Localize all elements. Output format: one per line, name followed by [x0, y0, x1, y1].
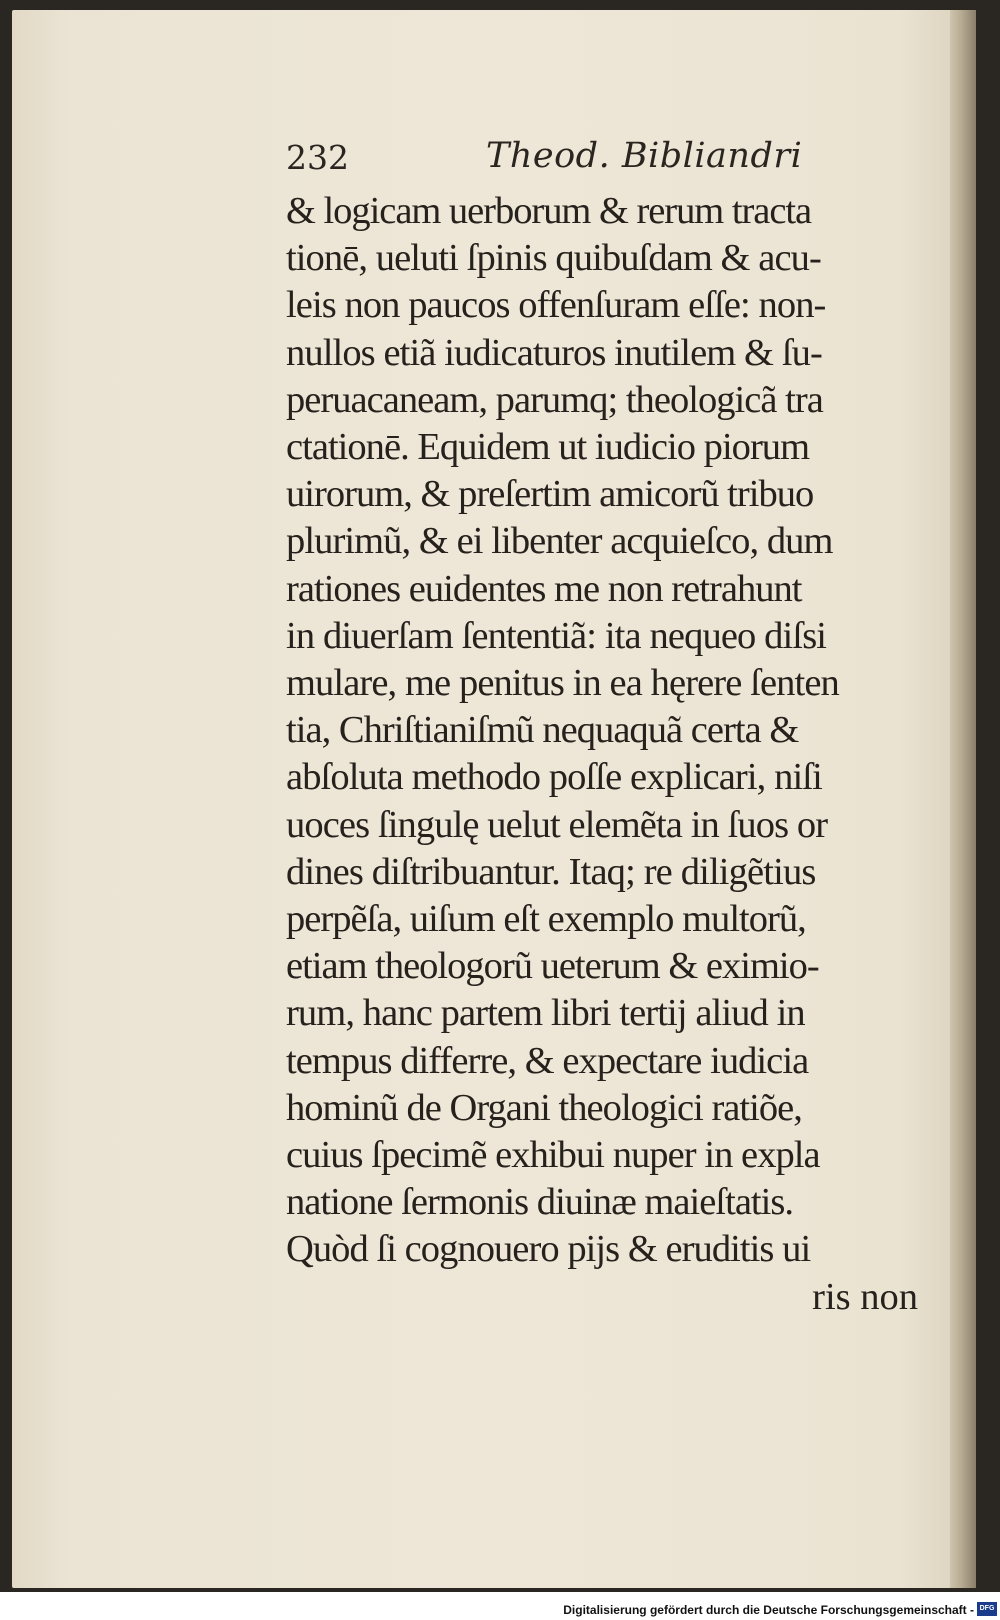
text-line: tionē, ueluti ſpinis quibuſdam & acu- — [286, 237, 821, 280]
text-line: abſoluta methodo poſſe explicari, niſi — [286, 756, 822, 799]
text-line: peruacaneam, parumq; theologicã tra — [286, 378, 823, 421]
text-line: in diuerſam ſententiã: ita nequeo diſsi — [286, 614, 827, 657]
text-line: mulare, me penitus in ea hęrere ſenten — [286, 662, 839, 705]
text-line: hominũ de Organi theologici ratiõe, — [286, 1086, 802, 1129]
text-line: uoces ſingulę uelut elemẽta in ſuos or — [286, 803, 828, 846]
page-edge — [950, 10, 976, 1588]
text-line: rationes euidentes me non retrahunt — [286, 567, 802, 610]
dfg-logo: DFG — [977, 1602, 997, 1616]
text-line: natione ſermonis diuinæ maieſtatis. — [286, 1181, 794, 1224]
text-line: plurimũ, & ei libenter acquieſco, dum — [286, 520, 833, 563]
text-line: uirorum, & preſertim amicorũ tribuo — [286, 473, 814, 516]
text-line: perpẽſa, uiſum eſt exemplo multorũ, — [286, 898, 806, 941]
text-line: tia, Chriſtianiſmũ nequaquã certa & — [286, 709, 799, 752]
text-line: cuius ſpecimẽ exhibui nuper in expla — [286, 1134, 820, 1177]
text-line: ctationē. Equidem ut iudicio piorum — [286, 426, 810, 469]
text-line: rum, hanc partem libri tertij aliud in — [286, 992, 805, 1035]
text-line: leis non paucos offenſuram eſſe: non- — [286, 284, 826, 327]
running-head: Theod. Bibliandri — [486, 136, 803, 176]
text-line: & logicam uerborum & rerum tracta — [286, 190, 812, 232]
page-header — [286, 138, 906, 186]
text-line: dines diſtribuantur. Itaq; re diligẽtius — [286, 850, 816, 893]
text-line: tempus differre, & expectare iudicia — [286, 1039, 809, 1082]
body-text — [286, 188, 918, 1321]
digitization-credit: Digitalisierung gefördert durch die Deutsche Forschungsgemeinschaft - — [563, 1603, 974, 1617]
text-line: nullos etiã iudicaturos inutilem & ſu- — [286, 331, 822, 374]
catchword: ris non — [812, 1275, 918, 1318]
page-number: 232 — [286, 138, 349, 177]
text-line: etiam theologorũ ueterum & eximio- — [286, 945, 819, 988]
text-line: Quòd ſi cognouero pijs & eruditis ui — [286, 1228, 811, 1271]
